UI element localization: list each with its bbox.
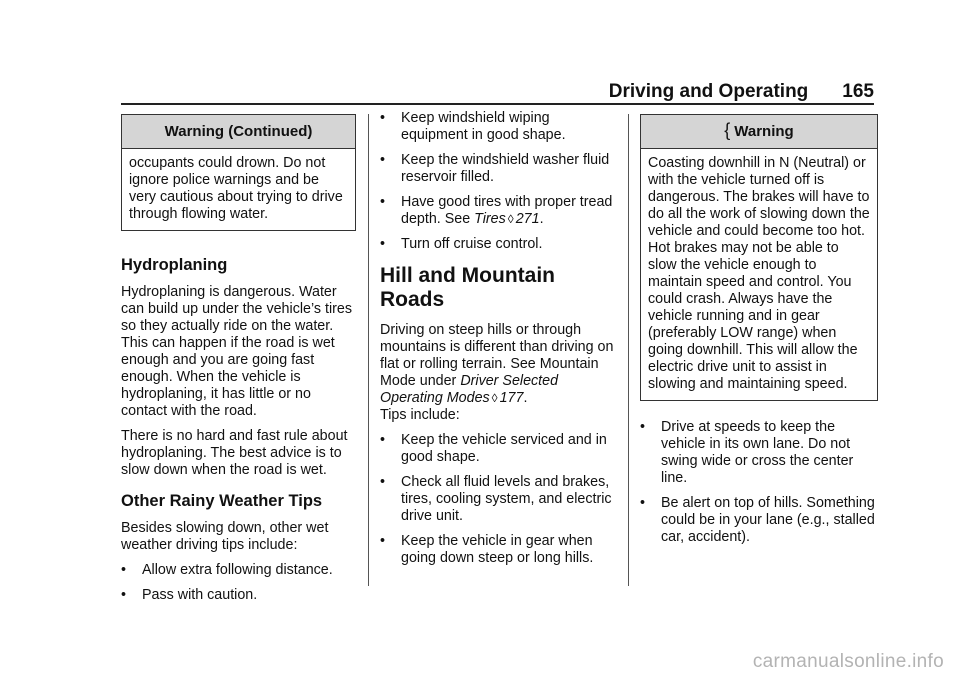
list-item xyxy=(640,495,878,546)
list-item-text: Drive at speeds to keep the vehicle in its own lane. Do not swing wide or cross the center line. xyxy=(661,419,854,486)
driver-modes-page-ref[interactable]: 177 xyxy=(499,390,524,406)
list-item xyxy=(380,533,618,567)
list-item-text: Check all fluid levels and brakes, tires, cooling system, and electric drive unit. xyxy=(401,474,612,524)
column-divider-2 xyxy=(628,114,629,586)
bullet-marker: • xyxy=(380,533,386,549)
rainy-tips-heading: Other Rainy Weather Tips xyxy=(121,492,323,510)
bullet-marker: • xyxy=(121,562,127,578)
column-3 xyxy=(640,114,878,554)
punctuation: . xyxy=(539,211,544,227)
wet-weather-list xyxy=(380,110,618,253)
under-text: under xyxy=(419,373,457,389)
tires-link[interactable]: Tires xyxy=(474,211,506,227)
hill-intro-text: Driving on steep hills or through mountains is different than driving on flat or rolling terrain. See xyxy=(380,322,614,372)
page-ref-icon: ◊ xyxy=(491,391,498,405)
bullet-marker: • xyxy=(380,236,386,252)
list-item-text: Keep the vehicle in gear when going down steep or long hills. xyxy=(401,533,594,566)
tires-page-ref[interactable]: 271 xyxy=(515,211,540,227)
list-item xyxy=(121,562,356,579)
page-number: 165 xyxy=(842,81,874,102)
bullet-marker: • xyxy=(380,474,386,490)
watermark: carmanualsonline.info xyxy=(752,651,944,672)
warning-symbol-icon: { xyxy=(724,120,731,140)
page-header xyxy=(0,0,960,110)
tips-include-text: Tips include: xyxy=(380,407,460,423)
list-item-text: Allow extra following distance. xyxy=(142,562,333,578)
column-2 xyxy=(380,110,618,575)
bullet-marker: • xyxy=(640,495,646,511)
mountain-mode-ref: Mountain Mode xyxy=(380,356,599,389)
driver-modes-link[interactable]: Driver Selected Operating Modes xyxy=(380,373,559,406)
list-item-text: Keep windshield wiping equipment in good shape. xyxy=(401,110,566,143)
column-1 xyxy=(121,114,356,612)
list-item-text: Turn off cruise control. xyxy=(401,236,543,252)
header-divider xyxy=(121,103,874,105)
page-title xyxy=(609,81,874,103)
warning-continued-title: Warning (Continued) xyxy=(122,115,355,149)
warning-box xyxy=(640,114,878,401)
list-item xyxy=(121,587,356,604)
bullet-marker: • xyxy=(640,419,646,435)
hydroplaning-paragraph-2: There is no hard and fast rule about hydroplaning. The best advice is to slow down when the road is wet. xyxy=(121,428,348,478)
downhill-tips-list xyxy=(640,419,878,546)
list-item-text: Have good tires with proper tread depth. See xyxy=(401,194,613,227)
punctuation: . xyxy=(523,390,528,406)
list-item xyxy=(380,194,618,228)
warning-title xyxy=(641,115,877,149)
bullet-marker: • xyxy=(380,152,386,168)
list-item xyxy=(380,152,618,186)
bullet-marker: • xyxy=(380,432,386,448)
rainy-tips-intro: Besides slowing down, other wet weather driving tips include: xyxy=(121,520,329,553)
hydroplaning-heading: Hydroplaning xyxy=(121,256,228,274)
bullet-marker: • xyxy=(380,110,386,126)
hill-mountain-heading: Hill and Mountain Roads xyxy=(380,264,555,311)
rainy-tips-list xyxy=(121,562,356,604)
list-item xyxy=(380,236,618,253)
section-title: Driving and Operating xyxy=(608,81,809,102)
list-item xyxy=(380,432,618,466)
list-item-text: Be alert on top of hills. Something could be in your lane (e.g., stalled car, accident). xyxy=(661,495,875,545)
hill-intro xyxy=(380,322,618,424)
warning-continued-box xyxy=(121,114,356,231)
column-divider-1 xyxy=(368,114,369,586)
warning-text: Coasting downhill in N (Neutral) or with the vehicle turned off is dangerous. The brakes will have to do all the work of slowing down the vehicle and could become too hot. Hot brakes may not be able to slow the vehicle enough to maintain speed and control. You could crash. Always have the vehicle running and in gear (preferably LOW range) when going downhill. This will allow the electric drive unit to assist in slowing and maintaining speed. xyxy=(648,155,870,392)
list-item-text: Pass with caution. xyxy=(142,587,258,603)
bullet-marker: • xyxy=(380,194,386,210)
page-ref-icon: ◊ xyxy=(507,212,514,226)
warning-title-text: Warning xyxy=(734,123,794,140)
list-item-text: Keep the windshield washer fluid reservoir filled. xyxy=(401,152,610,185)
warning-continued-text: occupants could drown. Do not ignore police warnings and be very cautious about trying to drive through flowing water. xyxy=(129,155,343,222)
hydroplaning-paragraph-1: Hydroplaning is dangerous. Water can build up under the vehicle’s tires so they actually ride on the water. This can happen if the road is wet enough and you are going fast enough. When the vehicle is hydroplaning, it has little or no contact with the road. xyxy=(121,284,353,419)
list-item xyxy=(380,474,618,525)
list-item-text: Keep the vehicle serviced and in good shape. xyxy=(401,432,607,465)
list-item xyxy=(380,110,618,144)
bullet-marker: • xyxy=(121,587,127,603)
list-item xyxy=(640,419,878,487)
hill-tips-list xyxy=(380,432,618,567)
